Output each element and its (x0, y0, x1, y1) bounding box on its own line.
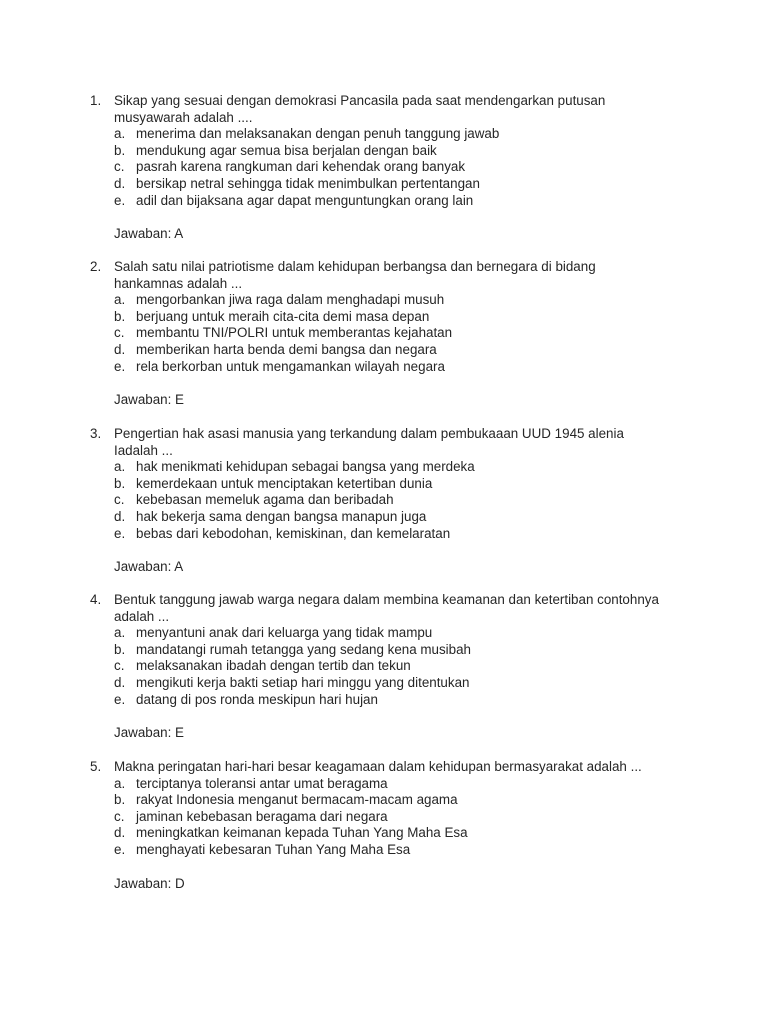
answer-label: Jawaban: A (114, 226, 184, 241)
option-letter: a. (114, 126, 126, 142)
question-number: 4. (90, 592, 102, 607)
question-line (90, 426, 700, 443)
question-number: 1. (90, 93, 102, 108)
option-text: menghayati kebesaran Tuhan Yang Maha Esa (136, 841, 411, 857)
option-letter: d. (114, 825, 126, 841)
option-b (90, 476, 700, 493)
question-2 (90, 259, 700, 407)
option-text: berjuang untuk meraih cita-cita demi masa depan (136, 308, 430, 324)
option-text: adil dan bijaksana agar dapat menguntungkan orang lain (136, 192, 474, 208)
option-letter: e. (114, 841, 126, 857)
option-letter: c. (114, 808, 125, 824)
option-letter: c. (114, 325, 125, 341)
option-letter: d. (114, 674, 126, 690)
option-c (90, 159, 700, 176)
option-letter: c. (114, 658, 125, 674)
question-text: Pengertian hak asasi manusia yang terkandung dalam pembukaaan UUD 1945 alenia (114, 426, 624, 441)
option-letter: b. (114, 308, 126, 324)
option-text: mengikuti kerja bakti setiap hari minggu yang ditentukan (136, 674, 470, 690)
option-e (90, 842, 700, 859)
question-1 (90, 93, 700, 241)
option-text: hak bekerja sama dengan bangsa manapun juga (136, 508, 427, 524)
option-d (90, 176, 700, 193)
question-line (90, 276, 700, 293)
answer-label: Jawaban: A (114, 559, 184, 574)
question-5 (90, 759, 700, 891)
option-letter: e. (114, 525, 126, 541)
question-text: Sikap yang sesuai dengan demokrasi Pancasila pada saat mendengarkan putusan (114, 93, 606, 108)
option-e (90, 692, 700, 709)
option-text: menerima dan melaksanakan dengan penuh tanggung jawab (136, 126, 500, 142)
option-letter: d. (114, 175, 126, 191)
question-number: 5. (90, 759, 102, 774)
option-letter: c. (114, 492, 125, 508)
option-text: bebas dari kebodohan, kemiskinan, dan kemelaratan (136, 525, 451, 541)
question-number: 2. (90, 259, 102, 274)
question-line (90, 759, 700, 776)
option-text: jaminan kebebasan beragama dari negara (136, 808, 388, 824)
question-4 (90, 592, 700, 740)
question-line (90, 609, 700, 626)
option-c (90, 809, 700, 826)
option-letter: a. (114, 775, 126, 791)
question-text: hankamnas adalah ... (114, 275, 243, 291)
option-a (90, 126, 700, 143)
option-b (90, 792, 700, 809)
option-d (90, 509, 700, 526)
answer-label: Jawaban: D (114, 876, 185, 891)
question-text: Bentuk tanggung jawab warga negara dalam membina keamanan dan ketertiban contohnya (114, 592, 659, 607)
option-letter: b. (114, 792, 126, 808)
question-3 (90, 426, 700, 574)
option-a (90, 292, 700, 309)
option-b (90, 642, 700, 659)
answer-label: Jawaban: E (114, 725, 184, 740)
option-b (90, 309, 700, 326)
option-text: rela berkorban untuk mengamankan wilayah negara (136, 358, 445, 374)
option-c (90, 658, 700, 675)
option-text: terciptanya toleransi antar umat beragama (136, 775, 388, 791)
option-letter: b. (114, 142, 126, 158)
option-d (90, 342, 700, 359)
option-text: mendukung agar semua bisa berjalan dengan baik (136, 142, 437, 158)
option-text: meningkatkan keimanan kepada Tuhan Yang Maha Esa (136, 825, 468, 841)
option-b (90, 143, 700, 160)
option-d (90, 825, 700, 842)
question-line (90, 110, 700, 127)
option-letter: a. (114, 292, 126, 308)
question-line (90, 592, 700, 609)
option-text: pasrah karena rangkuman dari kehendak orang banyak (136, 159, 466, 175)
option-c (90, 325, 700, 342)
option-a (90, 459, 700, 476)
option-letter: d. (114, 508, 126, 524)
question-line (90, 443, 700, 460)
option-letter: e. (114, 358, 126, 374)
answer-label: Jawaban: E (114, 392, 184, 407)
question-number: 3. (90, 426, 102, 441)
option-a (90, 776, 700, 793)
option-text: kemerdekaan untuk menciptakan ketertiban dunia (136, 475, 433, 491)
option-letter: b. (114, 475, 126, 491)
option-text: membantu TNI/POLRI untuk memberantas kejahatan (136, 325, 453, 341)
question-line (90, 93, 700, 110)
option-a (90, 625, 700, 642)
option-letter: e. (114, 691, 126, 707)
option-text: bersikap netral sehingga tidak menimbulkan pertentangan (136, 175, 480, 191)
question-text: musyawarah adalah .... (114, 109, 253, 125)
option-letter: b. (114, 641, 126, 657)
option-text: melaksanakan ibadah dengan tertib dan tekun (136, 658, 411, 674)
question-text: adalah ... (114, 608, 170, 624)
option-letter: a. (114, 459, 126, 475)
option-e (90, 526, 700, 543)
option-text: hak menikmati kehidupan sebagai bangsa yang merdeka (136, 459, 475, 475)
option-letter: d. (114, 341, 126, 357)
option-text: datang di pos ronda meskipun hari hujan (136, 691, 378, 707)
option-text: rakyat Indonesia menganut bermacam-macam agama (136, 792, 458, 808)
option-e (90, 193, 700, 210)
option-letter: c. (114, 159, 125, 175)
option-text: menyantuni anak dari keluarga yang tidak mampu (136, 625, 433, 641)
option-text: mandatangi rumah tetangga yang sedang kena musibah (136, 641, 472, 657)
option-d (90, 675, 700, 692)
question-line (90, 259, 700, 276)
option-c (90, 492, 700, 509)
question-text: Salah satu nilai patriotisme dalam kehidupan berbangsa dan bernegara di bidang (114, 259, 596, 274)
option-letter: e. (114, 192, 126, 208)
option-letter: a. (114, 625, 126, 641)
option-text: mengorbankan jiwa raga dalam menghadapi musuh (136, 292, 445, 308)
question-text: Iadalah ... (114, 442, 173, 458)
option-e (90, 359, 700, 376)
question-text: Makna peringatan hari-hari besar keagamaan dalam kehidupan bermasyarakat adalah ... (114, 759, 642, 774)
option-text: kebebasan memeluk agama dan beribadah (136, 492, 394, 508)
option-text: memberikan harta benda demi bangsa dan negara (136, 341, 437, 357)
